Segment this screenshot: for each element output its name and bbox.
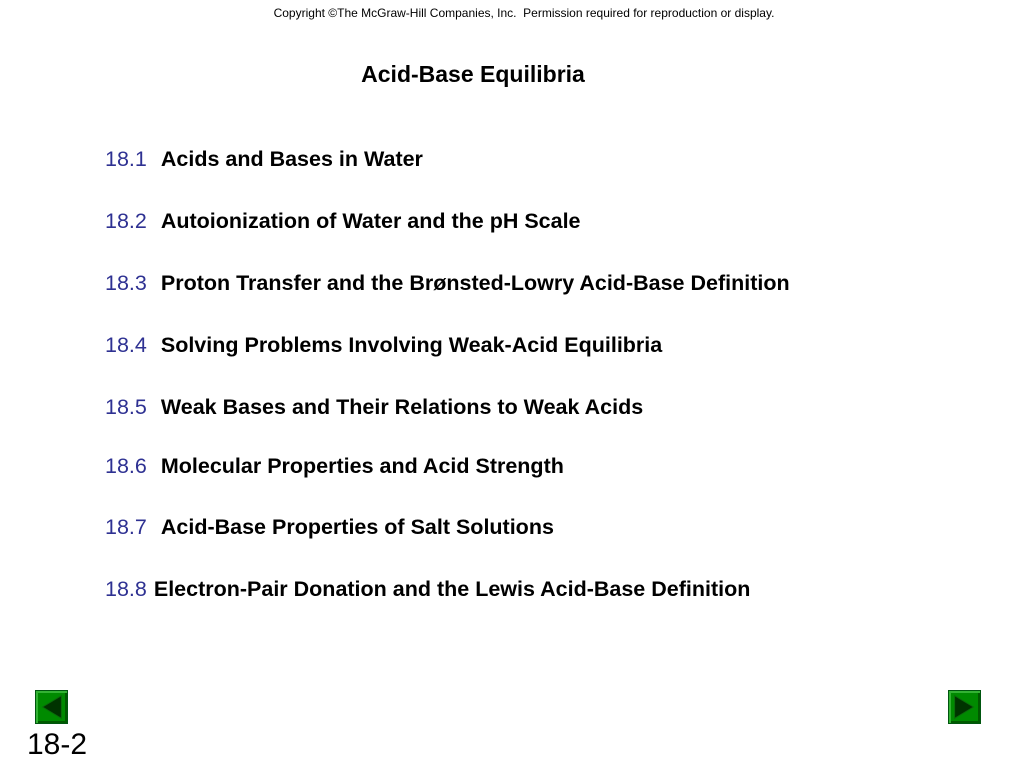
list-item — [105, 145, 423, 173]
section-number: 18.5 — [105, 395, 147, 419]
section-title: Weak Bases and Their Relations to Weak Acids — [160, 395, 644, 419]
previous-slide-button[interactable] — [35, 690, 68, 724]
slide-title: Acid-Base Equilibria — [361, 61, 585, 87]
section-number: 18.7 — [105, 515, 147, 539]
section-title: Autoionization of Water and the pH Scale — [160, 209, 581, 233]
section-title: Molecular Properties and Acid Strength — [160, 454, 564, 478]
section-title: Proton Transfer and the Brønsted-Lowry Acid-Base Definition — [160, 271, 790, 295]
list-item — [105, 452, 564, 480]
triangle-right-icon — [949, 691, 980, 723]
list-item — [105, 269, 790, 297]
section-title: Electron-Pair Donation and the Lewis Acid-Base Definition — [153, 577, 751, 601]
next-slide-button[interactable] — [948, 690, 981, 724]
list-item — [105, 393, 643, 421]
list-item — [105, 207, 581, 235]
section-number: 18.6 — [105, 454, 147, 478]
triangle-left-icon — [36, 691, 67, 723]
slide-number: 18-2 — [27, 728, 88, 761]
section-number: 18.4 — [105, 333, 147, 357]
section-title: Solving Problems Involving Weak-Acid Equilibria — [160, 333, 663, 357]
section-number: 18.3 — [105, 271, 147, 295]
section-title: Acids and Bases in Water — [160, 147, 423, 171]
copyright-notice: Copyright ©The McGraw-Hill Companies, Inc. Permission required for reproduction or display. — [273, 6, 775, 20]
section-title: Acid-Base Properties of Salt Solutions — [160, 515, 554, 539]
section-number: 18.1 — [105, 147, 147, 171]
section-number: 18.2 — [105, 209, 147, 233]
list-item — [105, 331, 662, 359]
list-item — [105, 575, 750, 603]
list-item — [105, 513, 554, 541]
section-number: 18.8 — [105, 577, 147, 601]
